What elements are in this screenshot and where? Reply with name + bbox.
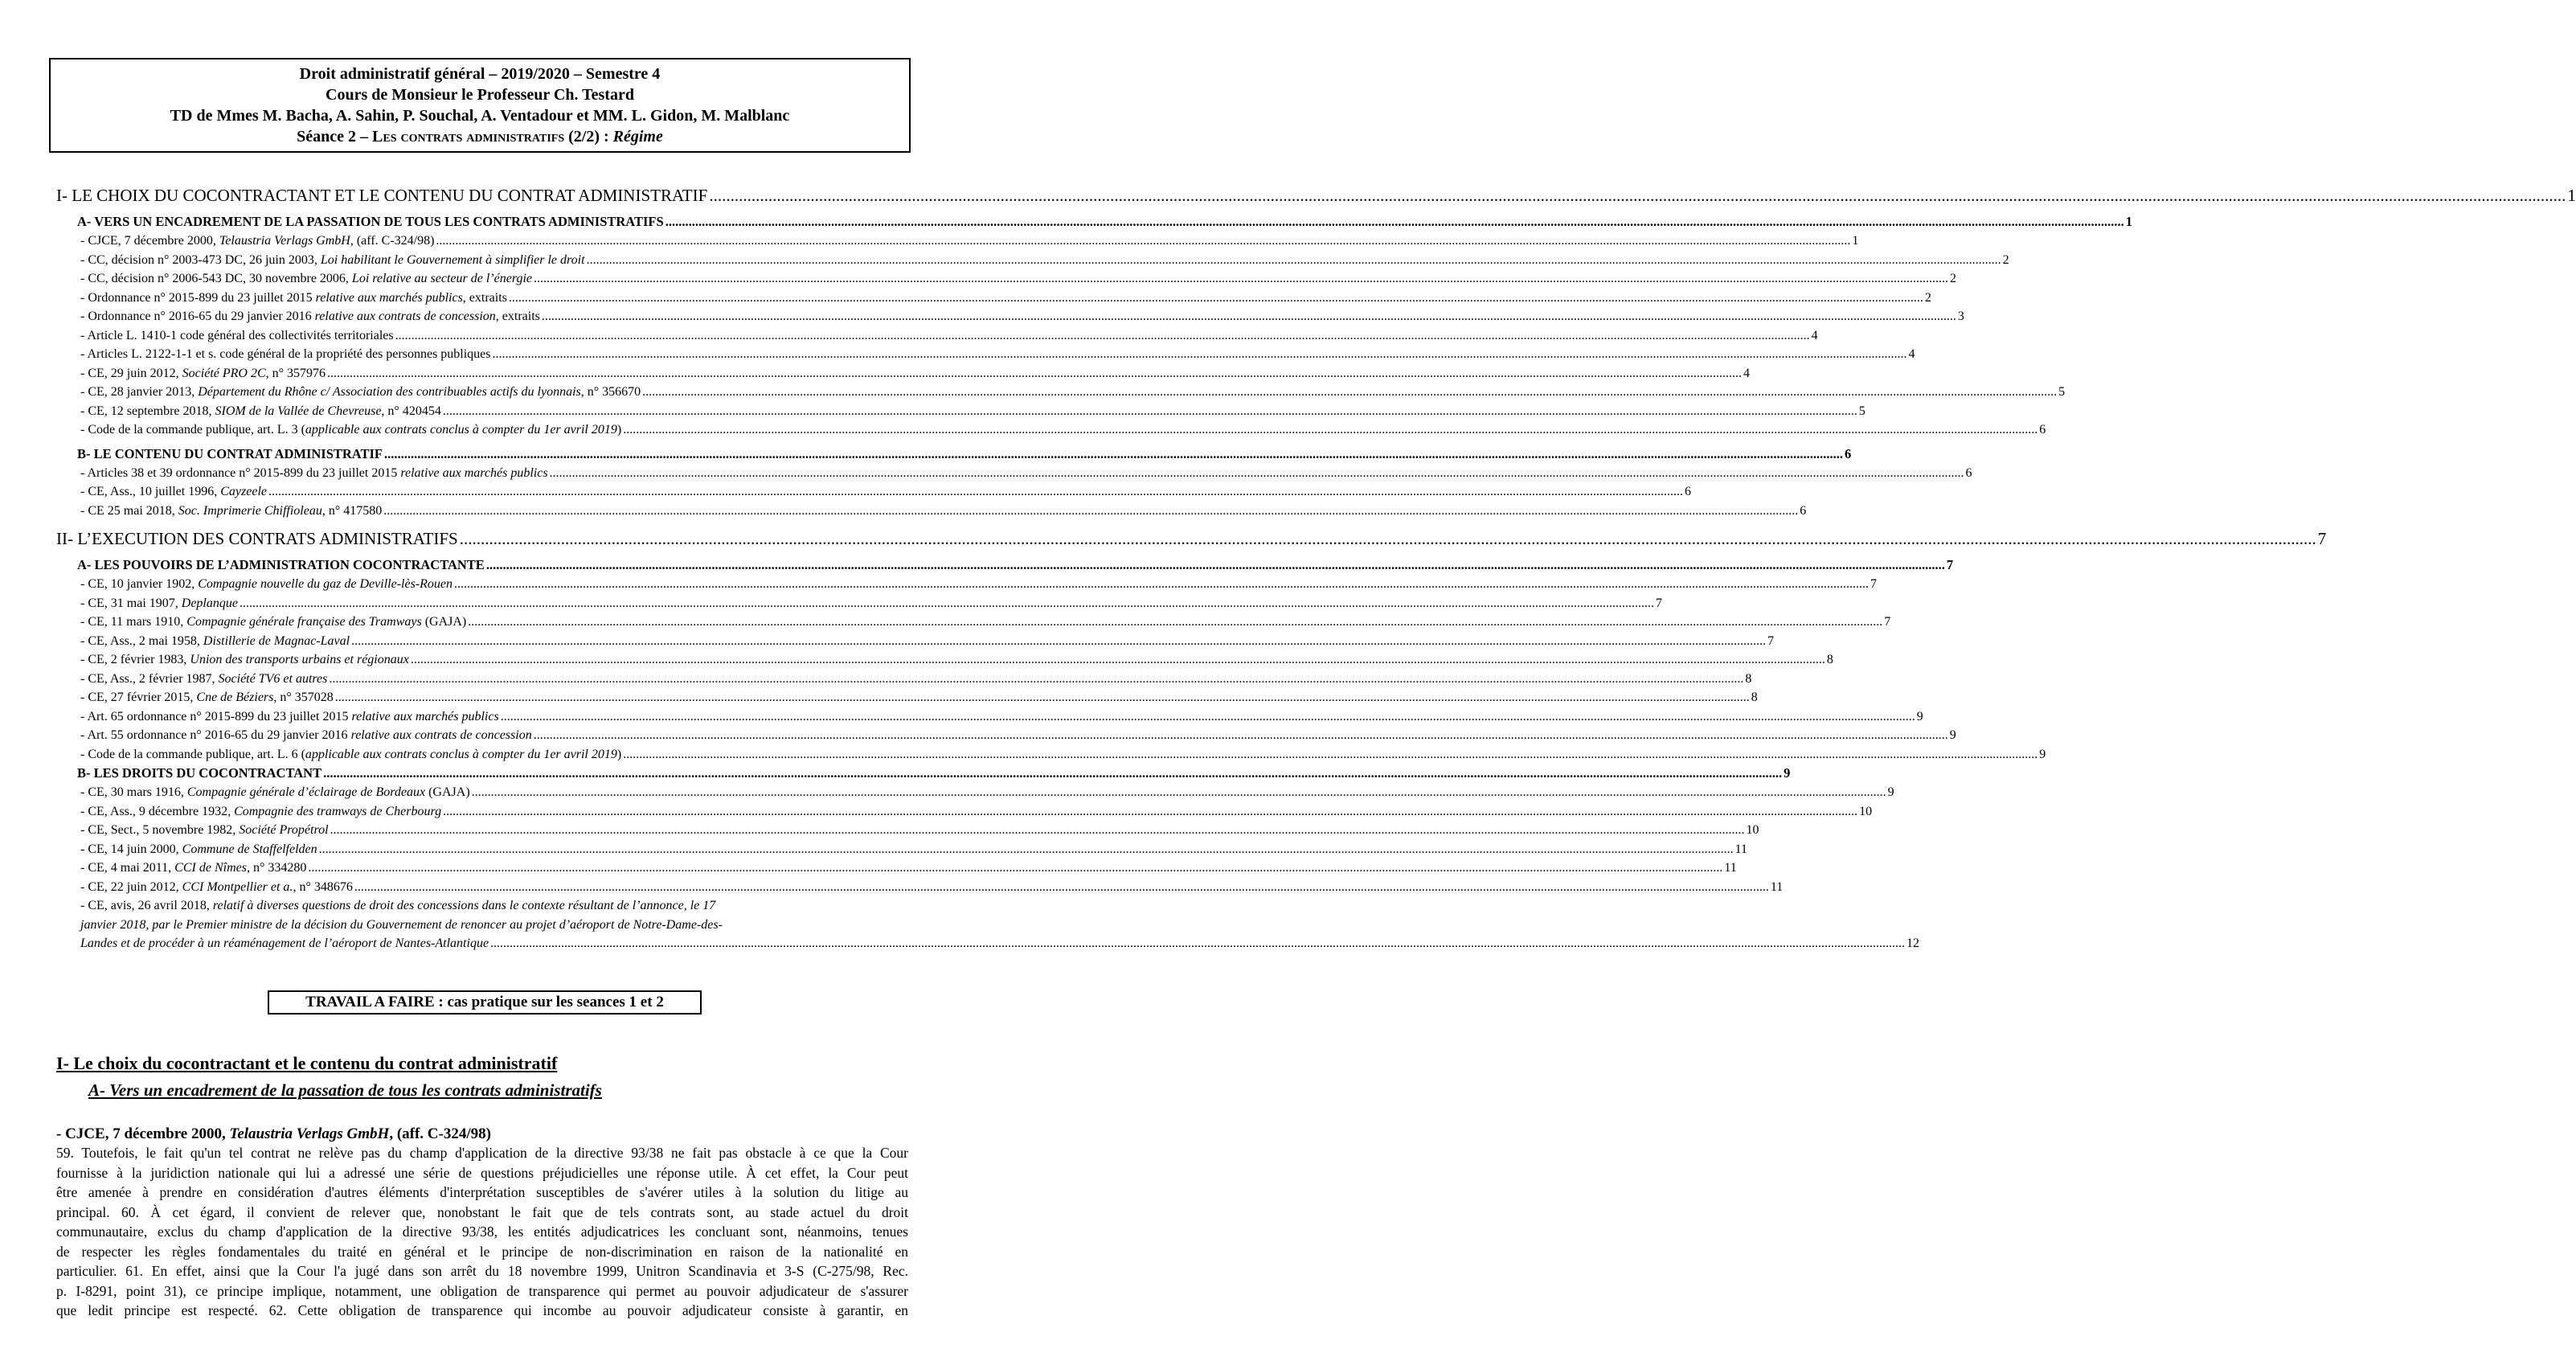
- toc-item-page: 9: [1887, 785, 1894, 799]
- toc-item-pre: - CC, décision n° 2006-543 DC, 30 novembre 2006,: [80, 272, 352, 285]
- case-heading-post: , (aff. C-324/98): [389, 1125, 491, 1142]
- toc-item[interactable]: [56, 345, 1915, 364]
- toc-part-2B[interactable]: [56, 764, 1791, 783]
- toc-item-page: 4: [1743, 366, 1751, 380]
- toc-item-pre: - Art. 55 ordonnance n° 2016-65 du 29 janvier 2016: [80, 728, 351, 742]
- toc-item-page: 11: [1734, 842, 1748, 856]
- toc-item[interactable]: [56, 402, 1865, 421]
- toc-item[interactable]: [56, 650, 1833, 670]
- task-sep: :: [434, 994, 448, 1010]
- toc-item-italic: relative aux marchés publics: [400, 465, 548, 480]
- toc-leader: [486, 555, 1945, 575]
- header-line-4-prefix: Séance 2 –: [297, 128, 373, 146]
- toc-item-post: , n° 356670: [580, 385, 641, 399]
- toc-leader: [542, 307, 1956, 326]
- toc-item-post: , n° 420454: [381, 404, 441, 418]
- toc-leader: [509, 289, 1923, 308]
- toc-item-post: , extraits: [495, 309, 540, 323]
- toc-item-post: , n° 334280: [246, 861, 307, 875]
- toc-item-italic: Société Propétrol: [239, 823, 329, 837]
- toc-item-italic: relative aux contrats de concession: [350, 728, 532, 742]
- toc-item-page: 6: [1965, 465, 1972, 480]
- toc-part-1[interactable]: [56, 183, 2576, 207]
- toc-leader: [354, 878, 1769, 897]
- toc-item-italic: Deplanque: [181, 596, 238, 610]
- toc-item-text: [80, 464, 548, 483]
- toc-item-post: , n° 357976: [265, 366, 326, 380]
- toc-item-pre: - CE, 30 mars 1916,: [80, 785, 187, 799]
- toc-item[interactable]: [56, 383, 2066, 402]
- toc-part-1B-page: 6: [1845, 445, 1852, 461]
- excerpt-line: de respecter les règles fondamentales du traité en général et le principe de non-discrimination en raison de la nationalité en: [56, 1243, 908, 1260]
- toc-part-1A-page: 1: [2125, 214, 2132, 229]
- toc-item[interactable]: [56, 594, 1662, 613]
- toc-part-2[interactable]: [56, 527, 2327, 551]
- toc-item-italic: Département du Rhône c/ Association des contribuables actifs du lyonnais: [198, 385, 581, 399]
- header-line-4-italic: Régime: [612, 128, 663, 146]
- toc-item-page: 11: [1770, 879, 1784, 894]
- toc-item-italic: Société TV6 et autres: [218, 671, 328, 686]
- toc-item-italic: Compagnie générale française des Tramways: [186, 615, 422, 629]
- toc-item-post: , extraits: [462, 290, 507, 305]
- toc-item[interactable]: [56, 632, 1775, 651]
- toc-item-text: [80, 859, 306, 878]
- toc-item-italic: Union des transports urbains et régionaux: [190, 653, 409, 666]
- toc-item-italic: relative aux contrats de concession: [314, 309, 496, 323]
- toc-leader: [501, 707, 1915, 727]
- toc-leader: [443, 402, 1857, 421]
- toc-item-italic: Compagnie générale d’éclairage de Bordeaux: [186, 785, 426, 799]
- toc-item-page: 2: [1950, 272, 1956, 285]
- toc-item-avis-it-2: janvier 2018, par le Premier ministre de la décision du Gouvernement de renoncer au projet d’aéroport de Notre-Dame-des-: [80, 917, 723, 932]
- toc-leader: [436, 232, 1850, 251]
- toc-item-text: [80, 878, 353, 897]
- toc-item-pre: - CE 25 mai 2018,: [80, 503, 178, 518]
- toc-item-page: 7: [1884, 615, 1891, 629]
- toc-item-page: 2: [1924, 290, 1931, 305]
- toc-item-avis-2018[interactable]: [56, 896, 1920, 953]
- toc-item-italic: Telaustria Verlags GmbH: [219, 234, 350, 248]
- toc-item-text: [80, 289, 507, 308]
- toc-leader: [443, 802, 1857, 822]
- toc-item[interactable]: [56, 232, 1859, 251]
- toc-item-italic: CCI de Nîmes: [174, 861, 247, 875]
- toc-item-page: 7: [1655, 596, 1662, 610]
- header-line-4-sep: :: [599, 128, 613, 146]
- toc-leader: [384, 445, 1843, 464]
- toc-item-pre: - CE, Sect., 5 novembre 1982,: [80, 823, 240, 837]
- case-heading: [56, 1125, 491, 1143]
- toc-item-text: [80, 326, 394, 346]
- toc-item-italic: applicable aux contrats conclus à compter du 1er avril 2019: [305, 747, 617, 761]
- toc-item-avis-page: 12: [1906, 937, 1920, 950]
- toc-leader: [411, 650, 1825, 670]
- excerpt-line: 59. Toutefois, le fait qu'un tel contrat ne relève pas du champ d'application de la directive 93/38 ne fait pas obstacle à ce que la Cour: [56, 1145, 908, 1161]
- toc-leader: [460, 527, 2316, 551]
- header-line-3: TD de Mmes M. Bacha, A. Sahin, P. Souchal, A. Ventadour et MM. L. Gidon, M. Malblanc: [170, 107, 790, 125]
- toc-item-text: [80, 613, 466, 632]
- toc-item-text: [80, 502, 382, 521]
- toc-leader: [329, 670, 1743, 689]
- toc-item-text: [80, 420, 621, 440]
- toc-item-avis-line-3: [80, 934, 1920, 953]
- toc-item-italic: Compagnie des tramways de Cherbourg: [234, 804, 442, 818]
- toc-item-text: [80, 383, 641, 402]
- toc-item-pre: - CE, 27 février 2015,: [80, 691, 197, 704]
- toc-part-2B-page: 9: [1784, 765, 1791, 781]
- toc-list-2B: [56, 783, 1894, 896]
- toc-item[interactable]: [56, 859, 1737, 878]
- toc-item-text: [80, 307, 540, 326]
- toc-item-post: (GAJA): [425, 785, 470, 799]
- toc-item-italic: Distillerie de Magnac-Laval: [203, 633, 350, 648]
- toc-item[interactable]: [56, 688, 1758, 707]
- toc-item-post: , n° 357028: [273, 691, 334, 704]
- toc-item-text: [80, 745, 621, 764]
- toc-item-text: [80, 707, 499, 727]
- toc-leader: [395, 326, 1810, 346]
- toc-part-2B-title: B- LES DROITS DU COCONTRACTANT: [77, 765, 322, 781]
- toc-item-post: ): [616, 747, 622, 761]
- toc-item-pre: - CE, 11 mars 1910,: [80, 615, 187, 629]
- toc-item-page: 7: [1767, 633, 1775, 648]
- toc-item-page: 5: [1858, 404, 1865, 418]
- toc-item-text: [80, 482, 267, 502]
- toc-item-page: 1: [1852, 234, 1859, 248]
- toc-part-1-title: I- LE CHOIX DU COCONTRACTANT ET LE CONTENU DU CONTRAT ADMINISTRATIF: [56, 186, 708, 205]
- toc-item-page: 5: [2058, 385, 2066, 399]
- header-line-4: [51, 126, 909, 147]
- toc-leader: [534, 726, 1948, 745]
- toc-item[interactable]: [56, 464, 1972, 483]
- toc-item-pre: - Articles 38 et 39 ordonnance n° 2015-899 du 23 juillet 2015: [80, 465, 401, 480]
- toc-item-post: ): [616, 423, 622, 437]
- toc-leader: [642, 383, 2057, 402]
- toc-item[interactable]: [56, 289, 1931, 308]
- toc-item-page: 6: [1800, 503, 1807, 518]
- toc-list-1A: [56, 232, 2066, 440]
- toc-item-italic: relative aux marchés publics: [315, 290, 463, 305]
- toc-part-2A-page: 7: [1946, 557, 1954, 572]
- toc-item-text: [80, 345, 491, 364]
- toc-part-1A-title: A- VERS UN ENCADREMENT DE LA PASSATION DE TOUS LES CONTRATS ADMINISTRATIFS: [77, 214, 664, 229]
- toc-leader: [240, 594, 1654, 613]
- toc-item-italic: CCI Montpellier et a.: [182, 879, 293, 894]
- toc-item[interactable]: [56, 251, 2009, 270]
- toc-item-pre: - CE, 31 mai 1907,: [80, 596, 182, 610]
- toc-item-italic: Soc. Imprimerie Chiffioleau: [178, 503, 322, 518]
- toc-item[interactable]: [56, 420, 2046, 440]
- toc-item-text: [80, 650, 409, 670]
- toc-item-pre: - Ordonnance n° 2015-899 du 23 juillet 2015: [80, 290, 316, 305]
- excerpt-line: être amenée à prendre en considération d'autres éléments d'interprétation susceptibles de s'avérer utiles à la solution du litige au: [56, 1184, 908, 1200]
- toc-part-2A-title: A- LES POUVOIRS DE L’ADMINISTRATION COCONTRACTANTE: [77, 557, 485, 572]
- toc-item[interactable]: [56, 482, 1691, 502]
- toc-item-italic: Loi relative au secteur de l’énergie: [351, 272, 532, 285]
- toc-item-pre: - Code de la commande publique, art. L. 3 (: [80, 423, 305, 437]
- toc-item-post: (GAJA): [421, 615, 467, 629]
- toc-item[interactable]: [56, 840, 1748, 859]
- toc-item-pre: - Article L. 1410-1 code général des collectivités territoriales: [80, 328, 394, 342]
- toc-item-italic: Cne de Béziers: [196, 691, 274, 704]
- toc-item-page: 8: [1745, 671, 1752, 686]
- toc-item-pre: - CE, Ass., 9 décembre 1932,: [80, 804, 235, 818]
- toc-item[interactable]: [56, 326, 1818, 346]
- toc-item[interactable]: [56, 575, 1877, 594]
- toc-leader: [383, 502, 1798, 521]
- toc-leader: [330, 821, 1745, 840]
- toc-item-text: [80, 251, 585, 270]
- toc-item-text: [80, 688, 334, 707]
- toc-item-pre: - CE, 12 septembre 2018,: [80, 404, 215, 418]
- toc-item-page: 2: [2002, 252, 2009, 267]
- course-header: [49, 58, 911, 153]
- toc-item-pre: - Code de la commande publique, art. L. 6 (: [80, 747, 305, 761]
- toc-leader: [351, 632, 1766, 651]
- toc-item[interactable]: [56, 670, 1752, 689]
- toc-item-page: 4: [1908, 347, 1915, 361]
- toc-item-italic: Compagnie nouvelle du gaz de Deville-lès-Rouen: [198, 577, 453, 591]
- toc-item-page: 8: [1826, 653, 1833, 666]
- toc-leader: [623, 745, 2037, 764]
- toc-leader: [327, 364, 1742, 383]
- toc-item-text: [80, 594, 238, 613]
- toc-item-page: 8: [1751, 691, 1758, 704]
- toc-leader: [550, 464, 1964, 483]
- toc-part-2-page: 7: [2317, 529, 2327, 548]
- excerpt-line: principal. 60. À cet égard, il convient de relever que, nonobstant le fait que de tels contrats sont, au stade actuel du droit: [56, 1203, 908, 1220]
- excerpt-line: fournisse à la juridiction nationale qui lui a adressé une série de questions préjudicielles une réponse utile. À cet effet, la Cour peut: [56, 1164, 908, 1181]
- toc-item-italic: relative aux marchés publics: [351, 709, 499, 723]
- toc-item[interactable]: [56, 502, 1807, 521]
- toc-item-text: [80, 783, 470, 802]
- section-subtitle: A- Vers un encadrement de la passation de tous les contrats administratifs: [88, 1080, 602, 1100]
- toc-item-italic: SIOM de la Vallée de Chevreuse: [215, 404, 382, 418]
- toc-item-page: 10: [1859, 804, 1873, 818]
- toc-item-text: [80, 364, 326, 383]
- toc-part-1-page: 1: [2567, 186, 2576, 205]
- toc-item-text: [80, 269, 532, 289]
- toc-item-page: 4: [1811, 328, 1818, 342]
- toc-item-text: [80, 632, 350, 651]
- toc-item-pre: - CE, 29 juin 2012,: [80, 366, 182, 380]
- toc-item-page: 7: [1870, 577, 1877, 591]
- toc-item-page: 11: [1724, 861, 1737, 875]
- toc-item[interactable]: [56, 726, 1956, 745]
- toc-leader: [534, 269, 1948, 289]
- task-text: cas pratique sur les seances 1 et 2: [447, 994, 664, 1010]
- toc-leader: [493, 345, 1907, 364]
- toc-item-pre: - CE, 4 mai 2011,: [80, 861, 175, 875]
- toc-item-post: , n° 417580: [321, 503, 383, 518]
- toc-item[interactable]: [56, 707, 1923, 727]
- toc-item-text: [80, 670, 327, 689]
- toc-leader: [709, 183, 2566, 207]
- toc-item[interactable]: [56, 821, 1759, 840]
- toc-item-page: 3: [1957, 309, 1964, 323]
- toc-item-page: 10: [1746, 823, 1759, 837]
- toc-item-italic: applicable aux contrats conclus à compter du 1er avril 2019: [305, 423, 617, 437]
- toc-item-pre: - CE, 22 juin 2012,: [80, 879, 182, 894]
- toc-item[interactable]: [56, 802, 1873, 822]
- toc-leader: [468, 613, 1882, 632]
- excerpt-line: que ledit principe est respecté. 62. Cette obligation de transparence qui incombe au pouvoir adjudicateur consiste à garantir, en: [56, 1302, 908, 1318]
- toc-item-pre: - CE, 14 juin 2000,: [80, 842, 182, 856]
- toc-item-pre: - CE, Ass., 2 mai 1958,: [80, 633, 203, 648]
- toc-leader: [587, 251, 2001, 270]
- toc-leader: [319, 840, 1734, 859]
- toc-leader: [472, 783, 1886, 802]
- toc-item-page: 9: [1949, 728, 1956, 742]
- toc-item-page: 9: [2039, 747, 2046, 761]
- toc-leader: [454, 575, 1869, 594]
- toc-item-text: [80, 232, 434, 251]
- toc-item-page: 9: [1916, 709, 1923, 723]
- task-label: TRAVAIL A FAIRE: [305, 994, 435, 1010]
- toc-leader: [335, 688, 1750, 707]
- toc-item-avis-line-1: [80, 896, 908, 916]
- toc-item-pre: - CE, 10 janvier 1902,: [80, 577, 199, 591]
- case-excerpt: [56, 1143, 908, 1321]
- toc-item-post: , (aff. C-324/98): [350, 234, 435, 248]
- toc-leader: [308, 859, 1722, 878]
- table-of-contents: [56, 183, 2576, 953]
- case-heading-italic: Telaustria Verlags GmbH: [229, 1125, 390, 1142]
- toc-item-text: [80, 840, 317, 859]
- toc-leader: [490, 934, 1905, 953]
- toc-item-italic: Loi habilitant le Gouvernement à simplifier le droit: [320, 252, 585, 267]
- toc-item[interactable]: [56, 364, 1751, 383]
- toc-item[interactable]: [56, 878, 1784, 897]
- toc-leader: [666, 212, 2124, 232]
- toc-list-2A: [56, 575, 2046, 764]
- excerpt-line: communautaire, exclus du champ d'application de la directive 93/38, les entités adjudicatrices les concluant sont, néanmoins, tenues: [56, 1224, 908, 1240]
- toc-item-text: [80, 726, 532, 745]
- excerpt-line: particulier. 61. En effet, ainsi que la Cour l'a jugé dans son arrêt du 18 novembre 1999, Unitron Scandinavia et 3-S (C-275/98, Rec.: [56, 1263, 908, 1279]
- excerpt-line: p. I-8291, point 31), ce principe implique, notamment, une obligation de transparence qui permet au pouvoir adjudicateur de s'assurer: [56, 1282, 908, 1299]
- toc-item-text: [80, 802, 441, 822]
- toc-item[interactable]: [56, 745, 2046, 764]
- toc-part-2-title: II- L’EXECUTION DES CONTRATS ADMINISTRATIFS: [56, 529, 458, 548]
- toc-leader: [623, 420, 2037, 440]
- toc-item[interactable]: [56, 783, 1894, 802]
- toc-leader: [323, 764, 1782, 783]
- toc-item-avis-it-1: relatif à diverses questions de droit des concessions dans le contexte résultant de l’annonce, le 17: [212, 899, 716, 912]
- toc-item-text: [80, 402, 441, 421]
- toc-item-pre: - CE, Ass., 2 février 1987,: [80, 671, 219, 686]
- toc-list-1B: [56, 464, 1972, 521]
- toc-item-pre: - Articles L. 2122-1-1 et s. code général de la propriété des personnes publiques: [80, 347, 491, 361]
- toc-item-post: , n° 348676: [293, 879, 353, 894]
- toc-item-text: [80, 821, 329, 840]
- toc-leader: [268, 482, 1683, 502]
- toc-item[interactable]: [56, 613, 1891, 632]
- section-title: I- Le choix du cocontractant et le contenu du contrat administratif: [56, 1053, 558, 1073]
- toc-item-pre: - CC, décision n° 2003-473 DC, 26 juin 2003,: [80, 252, 321, 267]
- toc-part-1A[interactable]: [56, 212, 2132, 232]
- toc-item-page: 6: [1684, 485, 1691, 498]
- header-line-4-caps: Les contrats administratifs (2/2): [372, 128, 600, 146]
- toc-item-avis-pre: - CE, avis, 26 avril 2018,: [80, 899, 213, 912]
- toc-item-italic: Cayzeele: [220, 485, 267, 498]
- toc-part-2A[interactable]: [56, 555, 1954, 575]
- toc-item-italic: Société PRO 2C: [182, 366, 266, 380]
- toc-item[interactable]: [56, 307, 1964, 326]
- toc-item-pre: - Ordonnance n° 2016-65 du 29 janvier 2016: [80, 309, 315, 323]
- toc-item-avis-it-3: Landes et de procéder à un réaménagement de l’aéroport de Nantes-Atlantique: [80, 937, 489, 950]
- toc-item-avis-line-2: [80, 916, 908, 935]
- toc-item-italic: Commune de Staffelfelden: [182, 842, 317, 856]
- toc-part-1B-title: B- LE CONTENU DU CONTRAT ADMINISTRATIF: [77, 445, 383, 461]
- header-line-1: Droit administratif général – 2019/2020 – Semestre 4: [299, 65, 661, 83]
- toc-item-page: 6: [2039, 423, 2046, 437]
- toc-item-pre: - CE, Ass., 10 juillet 1996,: [80, 485, 221, 498]
- toc-item[interactable]: [56, 269, 1956, 289]
- toc-item-text: [80, 575, 453, 594]
- case-heading-pre: - CJCE, 7 décembre 2000,: [56, 1125, 230, 1142]
- toc-item-pre: - CE, 28 janvier 2013,: [80, 385, 199, 399]
- header-line-2: Cours de Monsieur le Professeur Ch. Testard: [326, 86, 634, 104]
- toc-part-1B[interactable]: [56, 445, 1852, 464]
- toc-item-pre: - CJCE, 7 décembre 2000,: [80, 234, 219, 248]
- toc-item-pre: - Art. 65 ordonnance n° 2015-899 du 23 juillet 2015: [80, 709, 352, 723]
- task-box: [268, 990, 702, 1015]
- toc-item-pre: - CE, 2 février 1983,: [80, 653, 190, 666]
